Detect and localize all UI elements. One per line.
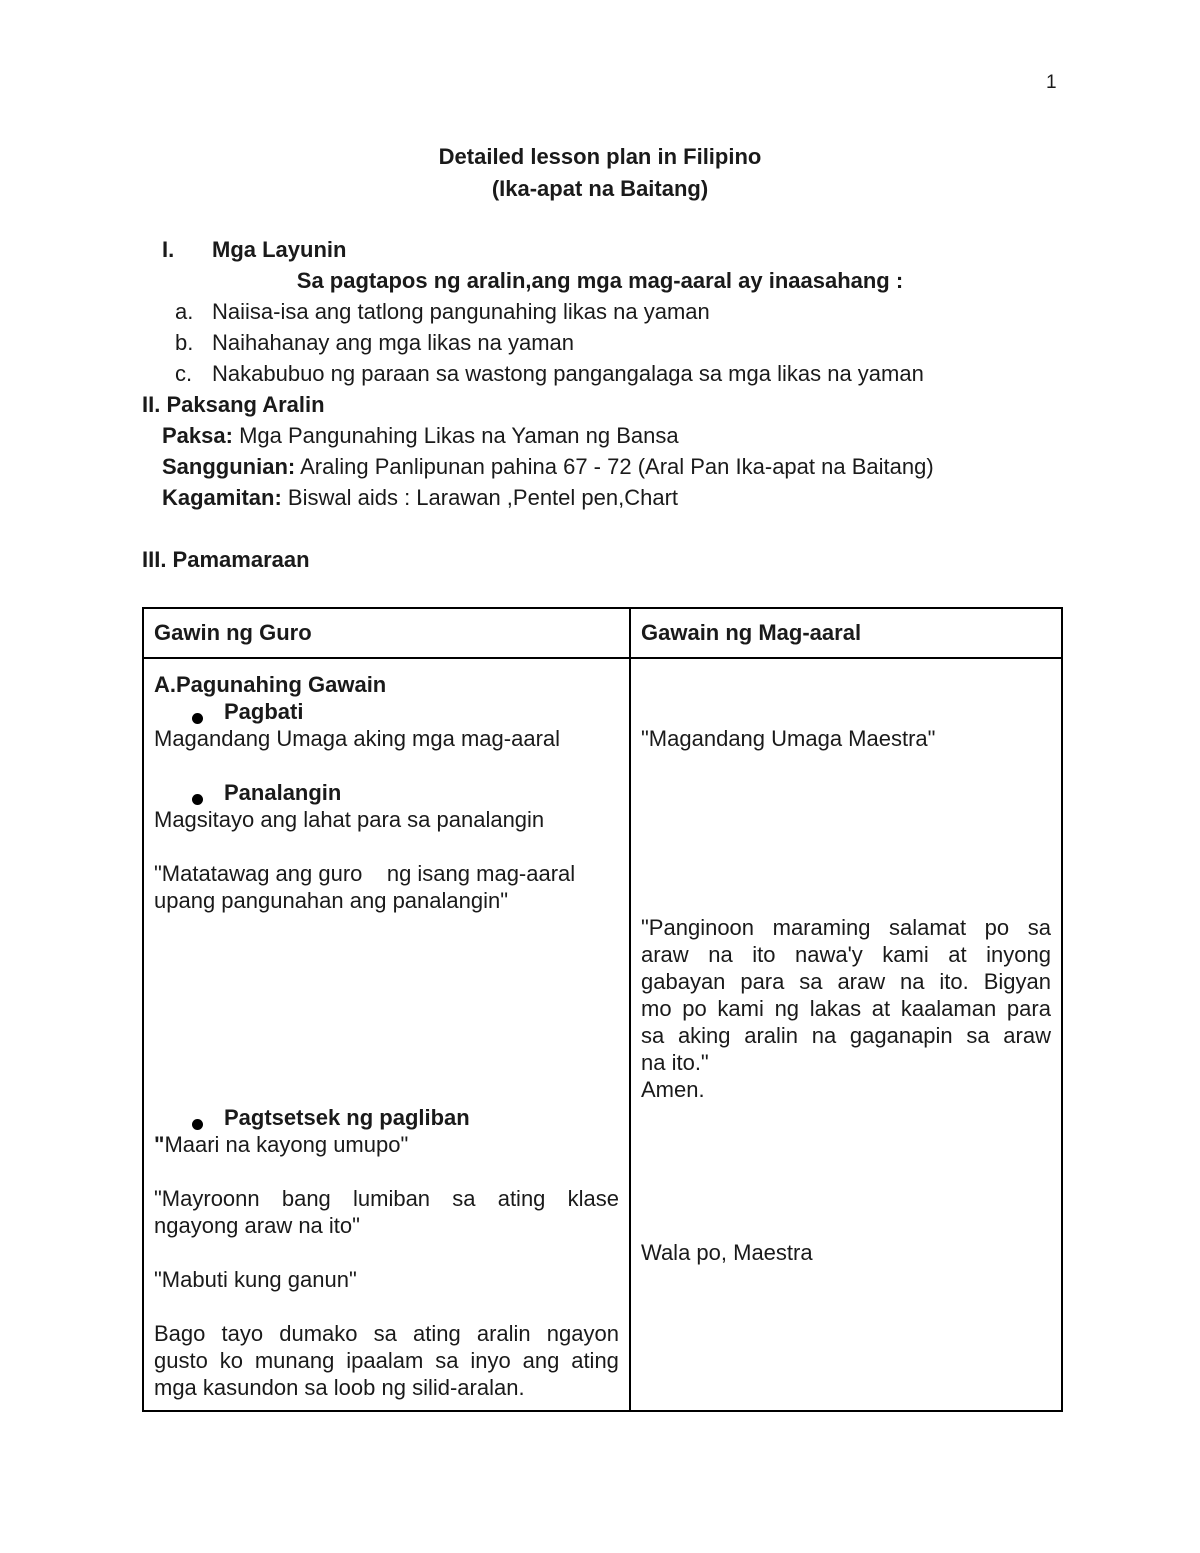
sanggunian-line bbox=[162, 454, 934, 480]
objective-marker-b: b. bbox=[175, 330, 194, 355]
paksa-label: Paksa: bbox=[162, 423, 233, 448]
word: aralin bbox=[744, 1023, 799, 1048]
paksa-value: Mga Pangunahing Likas na Yaman ng Bansa bbox=[232, 423, 679, 448]
word: para bbox=[740, 969, 785, 994]
bago-line-3: mga kasundon sa loob ng silid-aralan. bbox=[154, 1375, 525, 1400]
objective-item-a: Naiisa-isa ang tatlong pangunahing likas na yaman bbox=[212, 299, 710, 324]
panalangin-heading: Panalangin bbox=[224, 780, 342, 805]
word: sa bbox=[373, 1321, 397, 1346]
word: sa bbox=[966, 1023, 990, 1048]
document-title: Detailed lesson plan in Filipino bbox=[438, 144, 762, 169]
word: gaganapin bbox=[849, 1023, 953, 1048]
word: po bbox=[682, 996, 707, 1021]
word: sa bbox=[435, 1348, 459, 1373]
subject-matter-heading: II. Paksang Aralin bbox=[142, 392, 325, 417]
word: "Mayroonn bbox=[154, 1186, 260, 1211]
word: ito bbox=[752, 942, 776, 967]
tawag-line-1: "Matatawag ang guro ng isang mag-aaral bbox=[154, 861, 576, 886]
word: inyong bbox=[986, 942, 1051, 967]
word: maraming bbox=[772, 915, 871, 940]
word: salamat bbox=[889, 915, 967, 940]
procedure-table bbox=[142, 607, 1063, 1412]
kagamitan-label: Kagamitan: bbox=[162, 485, 282, 510]
objective-marker-a: a. bbox=[175, 299, 194, 324]
pagbati-heading: Pagbati bbox=[224, 699, 304, 724]
upo-rest: Maari na kayong umupo" bbox=[164, 1132, 409, 1157]
word: kami bbox=[717, 996, 764, 1021]
bago-line-1 bbox=[154, 1320, 619, 1347]
word: at bbox=[871, 996, 891, 1021]
tawag-line-2: upang pangunahan ang panalangin" bbox=[154, 888, 509, 913]
word: ipaalam bbox=[346, 1348, 424, 1373]
word: ating bbox=[571, 1348, 619, 1373]
objective-item-b: Naihahanay ang mga likas na yaman bbox=[212, 330, 575, 355]
objectives-intro: Sa pagtapos ng aralin,ang mga mag-aaral ay inaasahang : bbox=[296, 268, 904, 293]
mabuti-text: "Mabuti kung ganun" bbox=[154, 1267, 357, 1292]
word: araw bbox=[837, 969, 886, 994]
paksa-line bbox=[162, 423, 679, 449]
word: ang bbox=[522, 1348, 560, 1373]
objective-marker-c: c. bbox=[175, 361, 193, 386]
word: sa bbox=[1027, 915, 1051, 940]
table-header-row bbox=[143, 608, 1062, 658]
word: sa bbox=[799, 969, 823, 994]
word: aralin bbox=[476, 1321, 531, 1346]
upo-quote-mark: " bbox=[154, 1132, 165, 1157]
word: lumiban bbox=[353, 1186, 431, 1211]
document-subtitle: (Ika-apat na Baitang) bbox=[491, 176, 709, 201]
word: ngayon bbox=[546, 1321, 619, 1346]
word: dumako bbox=[279, 1321, 358, 1346]
word: na bbox=[900, 969, 925, 994]
objectives-heading: Mga Layunin bbox=[212, 237, 347, 262]
word: nawa'y bbox=[794, 942, 863, 967]
upo-text bbox=[154, 1131, 408, 1158]
word: kaalaman bbox=[900, 996, 997, 1021]
word: lakas bbox=[809, 996, 862, 1021]
column-header-student: Gawain ng Mag-aaral bbox=[630, 608, 1062, 658]
section-heading: A.Pagunahing Gawain bbox=[154, 672, 387, 697]
word: aking bbox=[677, 1023, 731, 1048]
word: para bbox=[1006, 996, 1051, 1021]
objective-item-c: Nakabubuo ng paraan sa wastong pangangalaga sa mga likas na yaman bbox=[212, 361, 924, 386]
pagbati-text: Magandang Umaga aking mga mag-aaral bbox=[154, 726, 561, 751]
prayer-line-5 bbox=[641, 1022, 1051, 1049]
word: po bbox=[984, 915, 1010, 940]
word: gusto bbox=[154, 1348, 208, 1373]
word: kami bbox=[882, 942, 929, 967]
pagliban-heading: Pagtsetsek ng pagliban bbox=[224, 1105, 470, 1130]
prayer-line-4 bbox=[641, 995, 1051, 1022]
student-cell bbox=[630, 658, 1062, 1411]
kagamitan-value: Biswal aids : Larawan ,Pentel pen,Chart bbox=[281, 485, 679, 510]
word: at bbox=[948, 942, 967, 967]
prayer-line-3 bbox=[641, 968, 1051, 995]
prayer-line-1 bbox=[641, 914, 1051, 941]
prayer-amen: Amen. bbox=[641, 1077, 705, 1102]
bullet-icon bbox=[192, 794, 203, 805]
student-greeting: "Magandang Umaga Maestra" bbox=[641, 726, 936, 751]
word: sa bbox=[641, 1023, 665, 1048]
panalangin-text: Magsitayo ang lahat para sa panalangin bbox=[154, 807, 545, 832]
word: mo bbox=[641, 996, 672, 1021]
lumiban-line-1 bbox=[154, 1185, 619, 1212]
bullet-icon bbox=[192, 1119, 203, 1130]
word: bang bbox=[281, 1186, 331, 1211]
word: ng bbox=[774, 996, 800, 1021]
word: ating bbox=[413, 1321, 461, 1346]
objectives-numeral: I. bbox=[162, 237, 175, 262]
word: gabayan bbox=[641, 969, 726, 994]
word: araw bbox=[1003, 1023, 1051, 1048]
word: "Panginoon bbox=[641, 915, 755, 940]
word: munang bbox=[254, 1348, 335, 1373]
page-number: 1 bbox=[1046, 72, 1057, 93]
prayer-line-6: na ito." bbox=[641, 1050, 709, 1075]
word: ito. bbox=[939, 969, 969, 994]
word: sa bbox=[452, 1186, 476, 1211]
sanggunian-label: Sanggunian: bbox=[162, 454, 296, 479]
teacher-cell bbox=[143, 658, 630, 1411]
bullet-icon bbox=[192, 713, 203, 724]
word: na bbox=[811, 1023, 837, 1048]
table-row bbox=[143, 658, 1062, 1411]
kagamitan-line bbox=[162, 485, 678, 511]
word: ko bbox=[219, 1348, 243, 1373]
lumiban-line-2: ngayong araw na ito" bbox=[154, 1213, 360, 1238]
word: na bbox=[708, 942, 733, 967]
column-header-teacher: Gawin ng Guro bbox=[143, 608, 630, 658]
student-absence-reply: Wala po, Maestra bbox=[641, 1240, 813, 1265]
sanggunian-value: Araling Panlipunan pahina 67 - 72 (Aral Pan Ika-apat na Baitang) bbox=[295, 454, 934, 479]
word: tayo bbox=[221, 1321, 264, 1346]
word: Bago bbox=[154, 1321, 206, 1346]
procedure-heading: III. Pamamaraan bbox=[142, 547, 310, 572]
word: ating bbox=[497, 1186, 546, 1211]
word: Bigyan bbox=[983, 969, 1051, 994]
word: klase bbox=[567, 1186, 619, 1211]
prayer-line-2 bbox=[641, 941, 1051, 968]
bago-line-2 bbox=[154, 1347, 619, 1374]
word: inyo bbox=[470, 1348, 511, 1373]
word: araw bbox=[641, 942, 689, 967]
